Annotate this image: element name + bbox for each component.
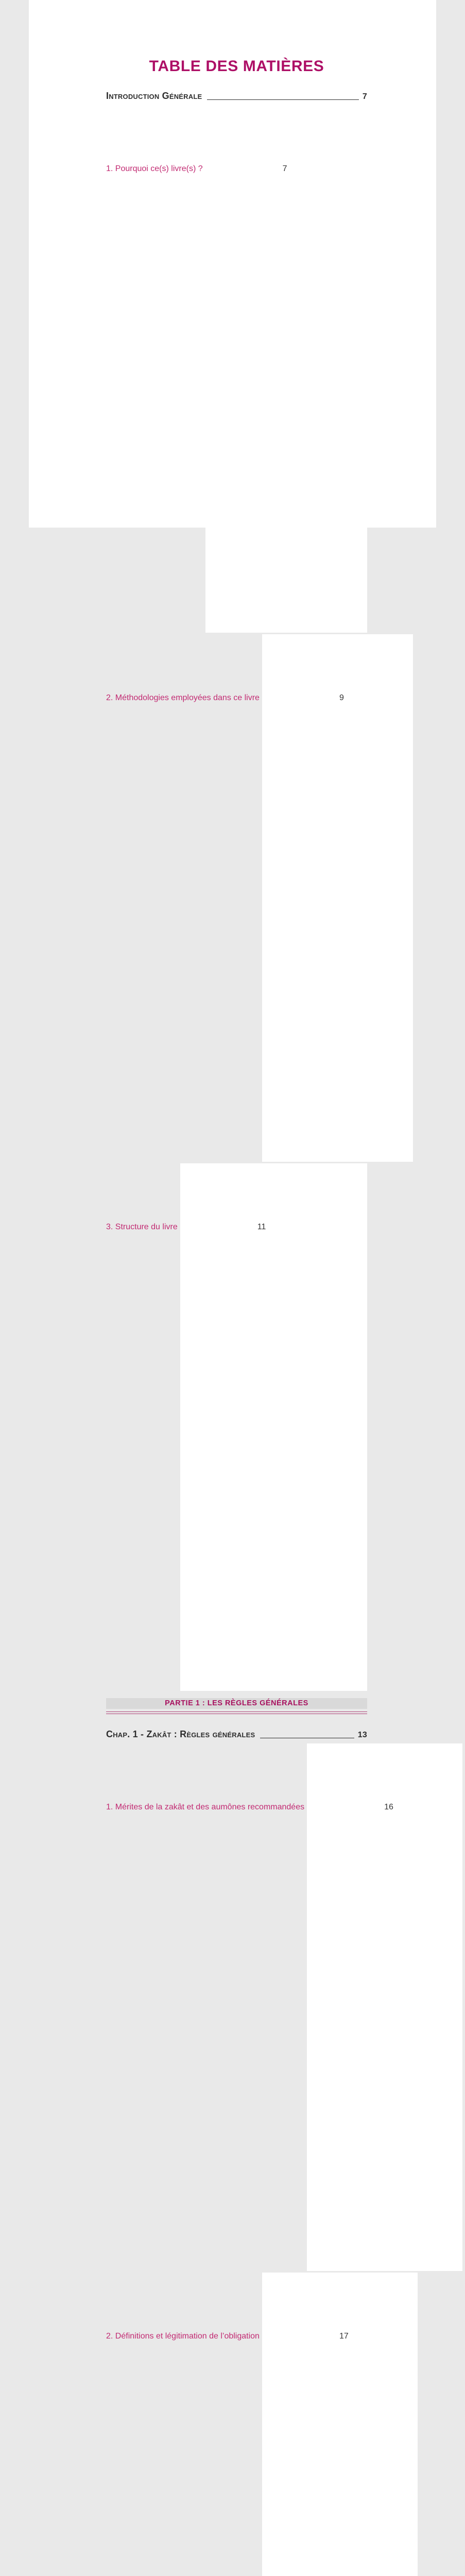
toc-entry-label: 2. Définitions et légitimation de l’obligation (106, 2330, 260, 2342)
toc-heading-label: Chap. 1 - Zakât : Règles générales (106, 1729, 255, 1740)
part-banner-block (106, 1698, 367, 1714)
toc-heading-page: 7 (363, 92, 367, 101)
double-rule (106, 1711, 367, 1714)
book-toc-page (29, 0, 436, 528)
toc-entry (106, 105, 367, 633)
toc-entry (106, 1163, 367, 1691)
toc-entry-page: 7 (205, 105, 367, 633)
toc-entry (106, 634, 367, 1162)
toc-entry-page: 16 (307, 1743, 462, 2271)
toc-entry-page: 17 (262, 2273, 418, 2576)
toc-entry-label: 3. Structure du livre (106, 1221, 178, 1233)
toc-heading-page: 13 (358, 1731, 367, 1740)
toc-entry (106, 2273, 367, 2576)
toc-rows-chapter-1 (106, 1743, 367, 2576)
toc-section-chapter-1 (106, 1729, 367, 2576)
leader-line (207, 99, 359, 100)
toc-entry-label: 2. Méthodologies employées dans ce livre (106, 692, 260, 704)
toc-entry-page: 9 (262, 634, 413, 1162)
toc-rows-introduction (106, 105, 367, 1691)
toc-entry-label: 1. Pourquoi ce(s) livre(s) ? (106, 163, 203, 175)
toc-heading-chapter-1 (106, 1729, 367, 1740)
toc-heading-introduction (106, 91, 367, 101)
toc-entry-page: 11 (180, 1163, 367, 1691)
toc-section-introduction (106, 91, 367, 1691)
part-banner: PARTIE 1 : LES RÈGLES GÉNÉRALES (106, 1698, 367, 1709)
toc-heading-label: Introduction Générale (106, 91, 202, 101)
toc-entry (106, 1743, 367, 2271)
page-title: TABLE DES MATIÈRES (106, 58, 367, 75)
toc-entry-label: 1. Mérites de la zakât et des aumônes recommandées (106, 1801, 304, 1813)
